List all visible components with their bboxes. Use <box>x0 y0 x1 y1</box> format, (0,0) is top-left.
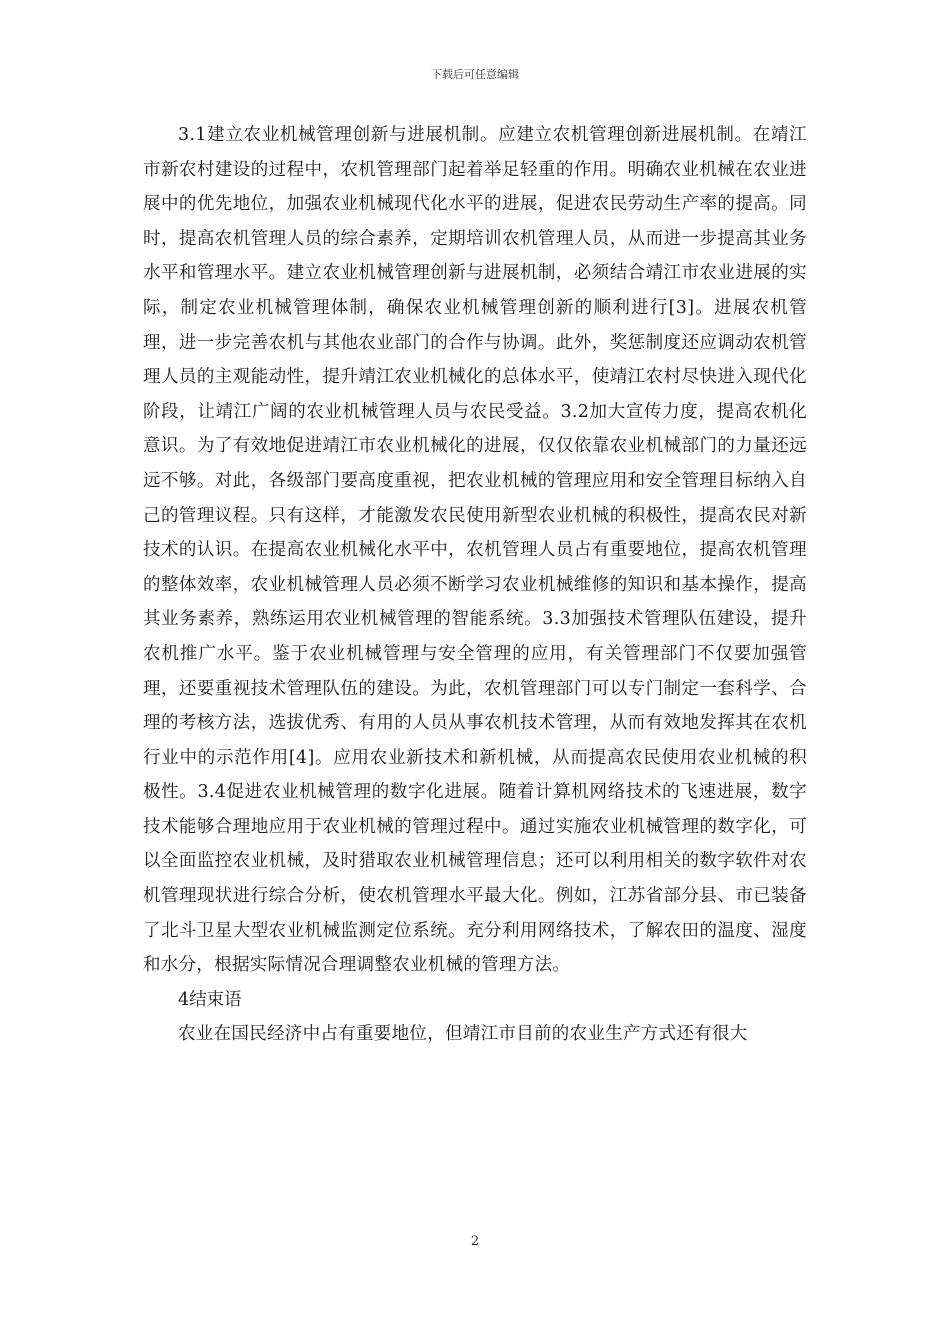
section-heading-conclusion: 4结束语 <box>178 989 242 1010</box>
document-body <box>143 118 807 1052</box>
body-paragraph-section-3: 3.1建立农业机械管理创新与进展机制。应建立农机管理创新进展机制。在靖江市新农村建设的过程中，农机管理部门起着举足轻重的作用。明确农业机械在农业进展中的优先地位，加强农业机械现代化水平的进展，促进农民劳动生产率的提高。同时，提高农机管理人员的综合素养，定期培训农机管理人员，从而进一步提高其业务水平和管理水平。建立农业机械管理创新与进展机制，必须结合靖江市农业进展的实际，制定农业机械管理体制，确保农业机械管理创新的顺利进行[3]。进展农机管理，进一步完善农机与其他农业部门的合作与协调。此外，奖惩制度还应调动农机管理人员的主观能动性，提升靖江农业机械化的总体水平，使靖江农村尽快进入现代化阶段，让靖江广阔的农业机械管理人员与农民受益。3.2加大宣传力度，提高农机化意识。为了有效地促进靖江市农业机械化的进展，仅仅依靠农业机械部门的力量还远远不够。对此，各级部门要高度重视，把农业机械的管理应用和安全管理目标纳入自己的管理议程。只有这样，才能激发农民使用新型农业机械的积极性，提高农民对新技术的认识。在提高农业机械化水平中，农机管理人员占有重要地位，提高农机管理的整体效率，农业机械管理人员必须不断学习农业机械维修的知识和基本操作，提高其业务素养，熟练运用农业机械管理的智能系统。3.3加强技术管理队伍建设，提升农机推广水平。鉴于农业机械管理与安全管理的应用，有关管理部门不仅要加强管理，还要重视技术管理队伍的建设。为此，农机管理部门可以专门制定一套科学、合理的考核方法，选拔优秀、有用的人员从事农机技术管理，从而有效地发挥其在农机行业中的示范作用[4]。应用农业新技术和新机械，从而提高农民使用农业机械的积极性。3.4促进农业机械管理的数字化进展。随着计算机网络技术的飞速进展，数字技术能够合理地应用于农业机械的管理过程中。通过实施农业机械管理的数字化，可以全面监控农业机械，及时猎取农业机械管理信息；还可以利用相关的数字软件对农机管理现状进行综合分析，使农机管理水平最大化。例如，江苏省部分县、市已装备了北斗卫星大型农业机械监测定位系统。充分利用网络技术，了解农田的温度、湿度和水分，根据实际情况合理调整农业机械的管理方法。 <box>143 125 807 976</box>
page-number: 2 <box>470 1234 480 1249</box>
body-paragraph-conclusion: 农业在国民经济中占有重要地位，但靖江市目前的农业生产方式还有很大 <box>178 1024 748 1045</box>
page-header: 下载后可任意编辑 <box>431 68 519 81</box>
